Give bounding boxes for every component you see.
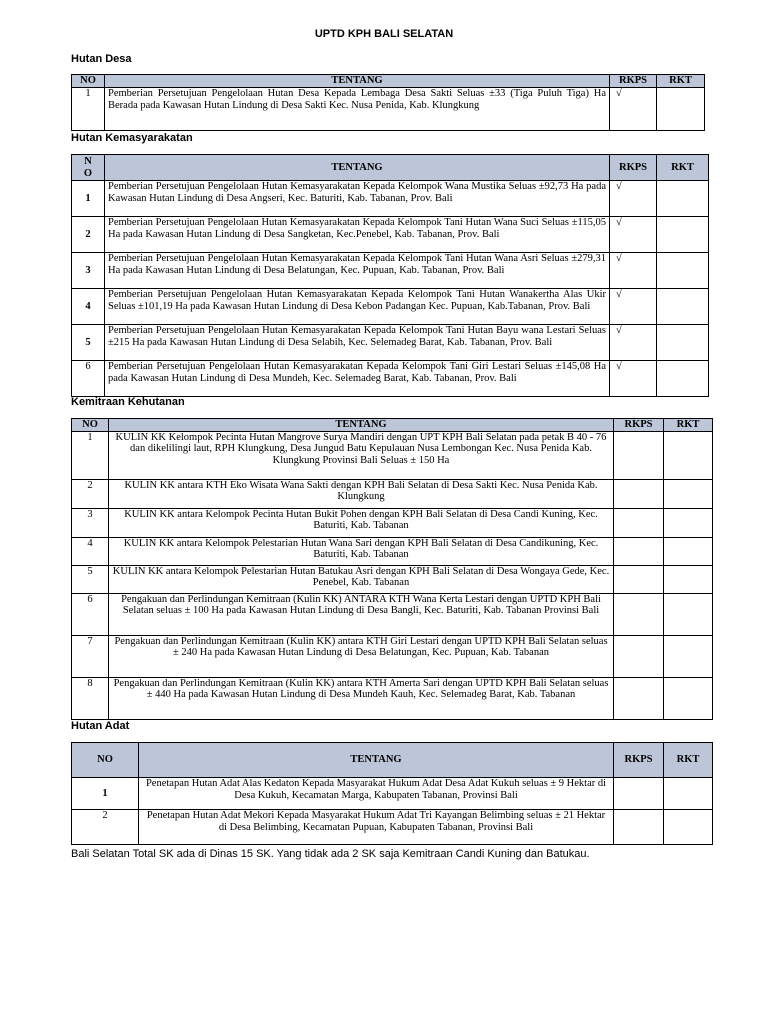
rkt-cell (657, 289, 709, 325)
row-tentang: Pemberian Persetujuan Pengelolaan Hutan Kemasyarakatan Kepada Kelompok Tani Giri Lestari Seluas ±145,08 Ha pada Kawasan Hutan Lindung di Desa Mundeh, Kec. Selemadeg Barat, Kab. Tabanan, Prov. Bali (105, 361, 610, 397)
table-row (72, 508, 713, 537)
table-row (72, 778, 713, 810)
row-number: 7 (72, 635, 109, 677)
rkt-cell (664, 778, 713, 810)
col-header-rkt: RKT (657, 155, 709, 181)
rkt-cell (664, 565, 713, 593)
rkps-cell (614, 677, 664, 719)
col-header-rkt: RKT (664, 419, 713, 432)
table-kemitraan-kehutanan (71, 418, 713, 720)
table-row (72, 565, 713, 593)
row-number: 2 (72, 810, 139, 845)
rkps-check: √ (610, 289, 657, 325)
row-tentang: KULIN KK antara Kelompok Pelestarian Hutan Batukau Asri dengan KPH Bali Selatan di Desa Wongaya Gede, Kec. Penebel, Kab. Tabanan (109, 565, 614, 593)
row-tentang: Pemberian Persetujuan Pengelolaan Hutan Kemasyarakatan Kepada Kelompok Tani Hutan Wana Suci Seluas ±115,05 Ha pada Kawasan Hutan Lindung di Desa Sangketan, Kec.Penebel, Kab. Tabanan, Prov. Bali (105, 217, 610, 253)
table-row (72, 217, 709, 253)
rkt-cell (664, 508, 713, 537)
table-row (72, 361, 709, 397)
col-header-rkt: RKT (657, 75, 705, 88)
row-tentang: KULIN KK antara Kelompok Pelestarian Hutan Wana Sari dengan KPH Bali Selatan di Desa Candikuning, Kec. Baturiti, Kab. Tabanan (109, 537, 614, 565)
rkps-check: √ (610, 88, 657, 131)
col-header-tentang: TENTANG (105, 75, 610, 88)
row-number: 4 (72, 537, 109, 565)
rkt-cell (657, 325, 709, 361)
section-heading-hutan-desa: Hutan Desa (71, 53, 132, 65)
row-tentang: Pemberian Persetujuan Pengelolaan Hutan Kemasyarakatan Kepada Kelompok Wana Mustika Seluas ±92,73 Ha pada Kawasan Hutan Lindung di Desa Angseri, Kec. Baturiti, Kab. Tabanan, Prov. Bali (105, 181, 610, 217)
table-row (72, 635, 713, 677)
row-tentang: Penetapan Hutan Adat Mekori Kepada Masyarakat Hukum Adat Tri Kayangan Belimbing seluas ± 21 Hektar di Desa Belimbing, Kecamatan Pupuan, Kabupaten Tabanan, Provinsi Bali (139, 810, 614, 845)
col-header-rkps: RKPS (614, 419, 664, 432)
rkt-cell (664, 479, 713, 508)
rkt-cell (664, 431, 713, 479)
table-row (72, 181, 709, 217)
row-number: 5 (72, 565, 109, 593)
rkt-cell (657, 88, 705, 131)
rkps-cell (614, 431, 664, 479)
row-number: 3 (72, 253, 105, 289)
rkps-cell (614, 565, 664, 593)
col-header-no: NO (72, 75, 105, 88)
table-row (72, 289, 709, 325)
col-header-rkps: RKPS (610, 75, 657, 88)
row-number: 2 (72, 217, 105, 253)
row-number: 8 (72, 677, 109, 719)
col-header-rkps: RKPS (610, 155, 657, 181)
table-hutan-adat (71, 742, 713, 845)
rkps-cell (614, 593, 664, 635)
table-row (72, 88, 705, 131)
row-number: 1 (72, 778, 139, 810)
rkps-check: √ (610, 361, 657, 397)
rkps-check: √ (610, 217, 657, 253)
col-header-tentang: TENTANG (139, 743, 614, 778)
row-number: 6 (72, 361, 105, 397)
row-tentang: Pengakuan dan Perlindungan Kemitraan (Kulin KK) antara KTH Giri Lestari dengan UPTD KPH Bali Selatan seluas ± 240 Ha pada Kawasan Hutan Lindung di Desa Belatungan, Kec. Pupuan, Kab. Tabanan (109, 635, 614, 677)
row-number: 1 (72, 431, 109, 479)
table-row (72, 593, 713, 635)
col-header-tentang: TENTANG (105, 155, 610, 181)
col-header-tentang: TENTANG (109, 419, 614, 432)
rkt-cell (657, 361, 709, 397)
rkps-cell (614, 508, 664, 537)
table-row (72, 810, 713, 845)
table-row (72, 537, 713, 565)
rkt-cell (657, 253, 709, 289)
table-hutan-kemasyarakatan (71, 154, 709, 397)
rkps-check: √ (610, 325, 657, 361)
section-heading-kemitraan-kehutanan: Kemitraan Kehutanan (71, 396, 185, 408)
table-row (72, 677, 713, 719)
row-number: 5 (72, 325, 105, 361)
row-tentang: Pemberian Persetujuan Pengelolaan Hutan Kemasyarakatan Kepada Kelompok Tani Hutan Wana Asri Seluas ±279,31 Ha pada Kawasan Hutan Lindung di Desa Belatungan, Kec. Pupuan, Kab. Tabanan, Prov. Bali (105, 253, 610, 289)
rkt-cell (664, 677, 713, 719)
rkps-cell (614, 778, 664, 810)
section-heading-hutan-adat: Hutan Adat (71, 720, 130, 732)
row-tentang: KULIN KK antara KTH Eko Wisata Wana Sakti dengan KPH Bali Selatan di Desa Sakti Kec. Nusa Penida Kab. Klungkung (109, 479, 614, 508)
row-tentang: KULIN KK Kelompok Pecinta Hutan Mangrove Surya Mandiri dengan UPT KPH Bali Selatan pada petak B 40 - 76 dan dikelilingi laut, RPH Klungkung, Desa Jungud Batu Kepulauan Nusa Lembongan Kec. Nusa Penida Kab. Klungkung Provinsi Bali Seluas ± 150 Ha (109, 431, 614, 479)
row-number: 3 (72, 508, 109, 537)
table-row (72, 253, 709, 289)
col-header-no: N O (72, 155, 105, 181)
table-row (72, 325, 709, 361)
row-number: 1 (72, 181, 105, 217)
row-tentang: Pemberian Persetujuan Pengelolaan Hutan Kemasyarakatan Kepada Kelompok Tani Hutan Wanakertha Alas Ukir Seluas ±101,19 Ha pada Kawasan Hutan Lindung di Desa Kebon Padangan Kec. Pupuan, Kab.Tabanan, Prov. Bali (105, 289, 610, 325)
section-heading-hutan-kemasyarakatan: Hutan Kemasyarakatan (71, 132, 193, 144)
rkt-cell (664, 537, 713, 565)
rkt-cell (664, 810, 713, 845)
row-number: 4 (72, 289, 105, 325)
row-tentang: Pengakuan dan Perlindungan Kemitraan (Kulin KK) ANTARA KTH Wana Kerta Lestari dengan UPTD KPH Bali Selatan seluas ± 100 Ha pada Kawasan Hutan Lindung di Desa Bangli, Kec. Baturiti, Kab. Tabanan Provinsi Bali (109, 593, 614, 635)
rkps-check: √ (610, 181, 657, 217)
col-header-no: NO (72, 743, 139, 778)
footer-note: Bali Selatan Total SK ada di Dinas 15 SK. Yang tidak ada 2 SK saja Kemitraan Candi Kuning dan Batukau. (71, 848, 590, 860)
rkt-cell (657, 217, 709, 253)
page-title: UPTD KPH BALI SELATAN (314, 28, 454, 40)
row-number: 1 (72, 88, 105, 131)
row-number: 6 (72, 593, 109, 635)
row-number: 2 (72, 479, 109, 508)
rkps-cell (614, 810, 664, 845)
rkps-check: √ (610, 253, 657, 289)
rkt-cell (664, 635, 713, 677)
rkt-cell (657, 181, 709, 217)
table-hutan-desa (71, 74, 705, 131)
row-tentang: Pemberian Persetujuan Pengelolaan Hutan Kemasyarakatan Kepada Kelompok Tani Hutan Bayu wana Lestari Seluas ±215 Ha pada Kawasan Hutan Lindung di Desa Selabih, Kec. Selemadeg Barat, Kab. Tabanan, Prov. Bali (105, 325, 610, 361)
rkps-cell (614, 479, 664, 508)
col-header-no: NO (72, 419, 109, 432)
col-header-rkt: RKT (664, 743, 713, 778)
row-tentang: Pengakuan dan Perlindungan Kemitraan (Kulin KK) antara KTH Amerta Sari dengan UPTD KPH Bali Selatan seluas ± 440 Ha pada Kawasan Hutan Lindung di Desa Mundeh Kauh, Kec. Selemadeg Barat, Kab. Tabanan (109, 677, 614, 719)
rkps-cell (614, 537, 664, 565)
row-tentang: Pemberian Persetujuan Pengelolaan Hutan Desa Kepada Lembaga Desa Sakti Seluas ±33 (Tiga Puluh Tiga) Ha Berada pada Kawasan Hutan Lindung di Desa Sakti Kec. Nusa Penida, Kab. Klungkung (105, 88, 610, 131)
row-tentang: KULIN KK antara Kelompok Pecinta Hutan Bukit Pohen dengan KPH Bali Selatan di Desa Candi Kuning, Kec. Baturiti, Kab. Tabanan (109, 508, 614, 537)
row-tentang: Penetapan Hutan Adat Alas Kedaton Kepada Masyarakat Hukum Adat Desa Adat Kukuh seluas ± 9 Hektar di Desa Kukuh, Kecamatan Marga, Kabupaten Tabanan, Provinsi Bali (139, 778, 614, 810)
table-row (72, 479, 713, 508)
col-header-rkps: RKPS (614, 743, 664, 778)
rkt-cell (664, 593, 713, 635)
table-row (72, 431, 713, 479)
rkps-cell (614, 635, 664, 677)
